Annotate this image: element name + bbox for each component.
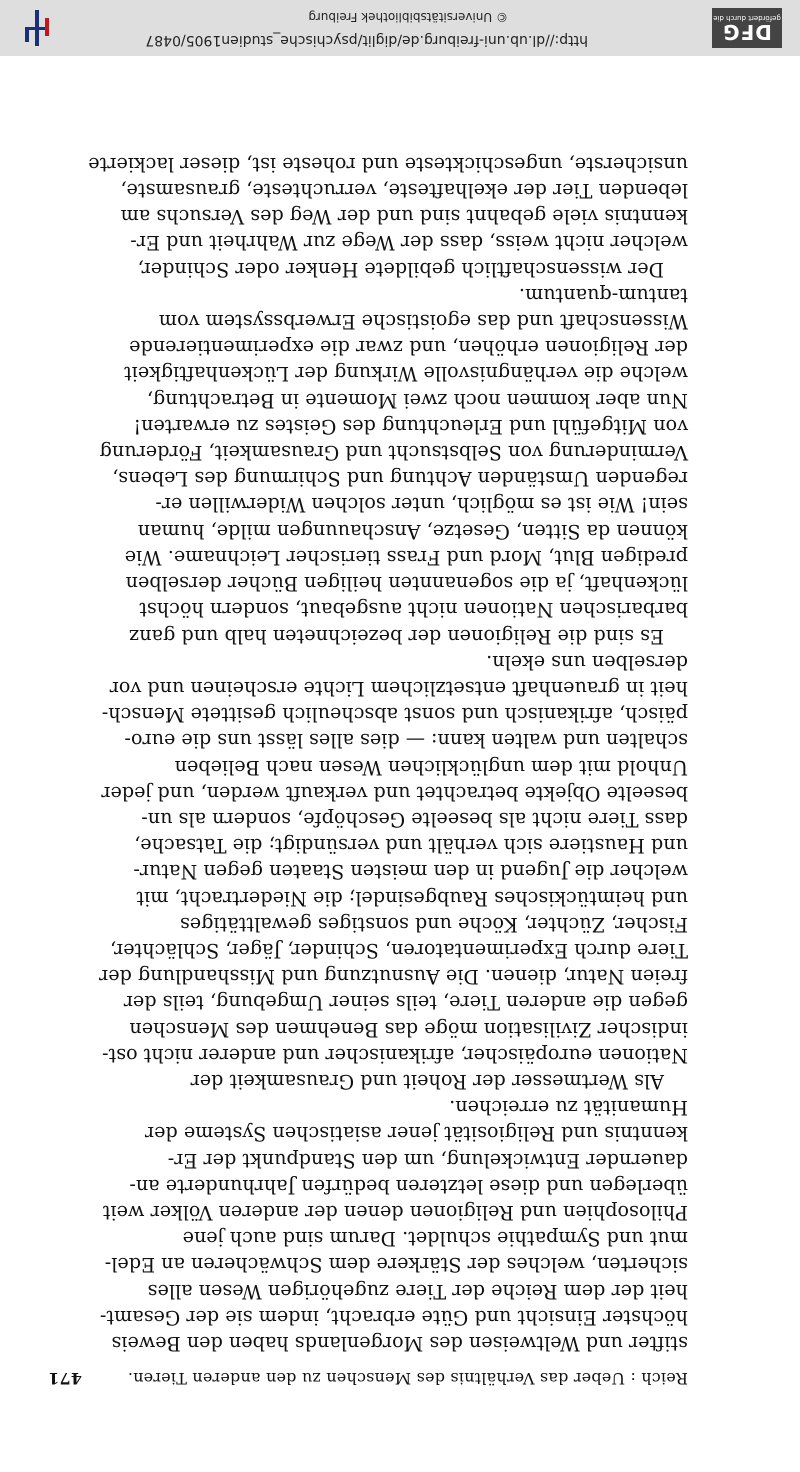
- text-line: sicherten, welches der Stärkere dem Schwächeren an Edel-: [104, 1253, 688, 1277]
- text-line: höchster Einsicht und Güte erbracht, indem sie der Gesamt-: [99, 1305, 688, 1329]
- running-header: [48, 1369, 688, 1388]
- source-url[interactable]: http://dl.ub.uni-freiburg.de/diglit/psychische_studien1905/0487: [145, 32, 588, 48]
- text-line: kenntnis und Religiosität jener asiatischen Systeme der: [144, 1122, 688, 1146]
- text-line: können da Sitten, Gesetze, Anschauungen milde, human: [137, 519, 688, 543]
- text-line: Fischer, Züchter, Köche und sonstiges gewalttätiges: [179, 912, 688, 936]
- running-title: Reich : Ueber das Verhältnis des Menschen zu den anderen Tieren.: [127, 1369, 688, 1388]
- text-line: beseelte Objekte betrachtet und verkauft werden, und jeder: [101, 781, 688, 805]
- footer-bar: [0, 0, 800, 56]
- ub-freiburg-logo-icon: [20, 10, 54, 46]
- dfg-logo-subtitle: gefördert durch die: [713, 14, 781, 23]
- text-line: Philosophien und Religionen denen der anderen Völker weit: [102, 1200, 688, 1224]
- copyright-notice: © Universitätsbibliothek Freiburg: [308, 10, 508, 24]
- text-line: heit in grauenhaft entsetzlichem Lichte erscheinen und vor: [109, 676, 688, 700]
- text-line: predigen Blut, Mord und Frass tierischer Leichname. Wie: [124, 545, 688, 569]
- text-line: tantum-quantum.: [518, 283, 688, 307]
- text-line: welcher die Jugend in den meisten Staaten gegen Natur-: [133, 860, 688, 884]
- text-line: von Mitgefühl und Erleuchtung des Geistes zu erwarten!: [133, 414, 688, 438]
- text-line: freien Natur, dienen. Die Ausnutzung und Misshandlung der: [99, 965, 688, 989]
- text-line: päisch, afrikanisch und sonst abscheulich gesittete Mensch-: [101, 703, 688, 727]
- text-line: lückenhaft, ja die sogenannten heiligen Bücher derselben: [125, 572, 688, 596]
- text-line: der Religionen erhöhen, und zwar die experimentierende: [129, 336, 688, 360]
- text-line: mut und Sympathie schuldet. Darum sind auch jene: [182, 1227, 688, 1251]
- text-line: und heimtückisches Raubgesindel; die Niedertracht, mit: [136, 886, 688, 910]
- text-line: lebenden Tier der ekelhafteste, verruchteste, grausamste,: [120, 179, 688, 203]
- text-line: stifter und Weltweisen des Morgenlands haben den Beweis: [111, 1332, 688, 1355]
- page-number: 471: [48, 1369, 82, 1388]
- text-line: Nun aber kommen noch zwei Momente in Betrachtung,: [146, 388, 688, 412]
- text-line: Wissenschaft und das egoistische Erwerbssystem vom: [158, 310, 688, 334]
- text-line: Verminderung von Selbstsucht und Grausamkeit, Förderung: [99, 441, 688, 465]
- text-line: Nationen europäischer, afrikanischer und anderer nicht ost-: [102, 1043, 688, 1067]
- text-line: unsicherste, ungeschickteste und roheste ist, dieser lackierte: [88, 152, 688, 176]
- text-line: und Haustiere sich verhält und versündigt; die Tatsache,: [134, 834, 688, 858]
- text-line: derselben uns ekeln.: [486, 650, 688, 674]
- text-line: indischer Zivilisation möge das Benehmen des Menschen: [129, 1017, 688, 1041]
- text-line: barbarischen Nationen nicht ausgebaut, sondern höchst: [139, 598, 688, 622]
- text-line: dauernder Entwickelung, um den Standpunkt der Er-: [167, 1148, 688, 1172]
- text-line: regenden Umständen Achtung und Schirmung des Lebens,: [112, 467, 688, 491]
- text-line: Unhold mit dem unglücklichen Wesen nach Belieben: [174, 755, 688, 779]
- dfg-logo: [712, 8, 782, 48]
- text-line: welcher nicht weiss, dass der Wege zur Wahrheit und Er-: [130, 231, 688, 255]
- text-line: schalten und walten kann: — dies alles lässt uns die euro-: [124, 729, 688, 753]
- text-line: Humanität zu erreichen.: [449, 1096, 688, 1120]
- dfg-logo-text: DFG: [722, 20, 772, 45]
- text-line: gegen die anderen Tiere, teils seiner Umgebung, teils der: [123, 991, 688, 1015]
- text-line: Tiere durch Experimentatoren, Schinder, Jäger, Schlächter,: [110, 938, 688, 962]
- text-line: überlegen und diese letzteren bedürfen Jahrhunderte an-: [129, 1174, 688, 1198]
- text-line: Als Wertmesser der Roheit und Grausamkeit der: [190, 1069, 664, 1093]
- text-line: kenntnis viele gebahnt sind und der Weg des Versuchs am: [120, 205, 688, 229]
- text-line: welche die verhängnisvolle Wirkung der Lückenhaftigkeit: [124, 362, 688, 386]
- text-line: heit der dem Reiche der Tiere zugehörigen Wesen alles: [147, 1279, 688, 1303]
- text-line: Es sind die Religionen der bezeichneten halb und ganz: [129, 624, 664, 648]
- text-line: Der wissenschaftlich gebildete Henker oder Schinder,: [137, 257, 664, 281]
- text-line: sein! Wie ist es möglich, unter solchen Widerwillen er-: [155, 493, 688, 517]
- text-line: dass Tiere nicht als beseelte Geschöpfe, sondern als un-: [141, 807, 688, 831]
- body-text: [48, 151, 688, 1356]
